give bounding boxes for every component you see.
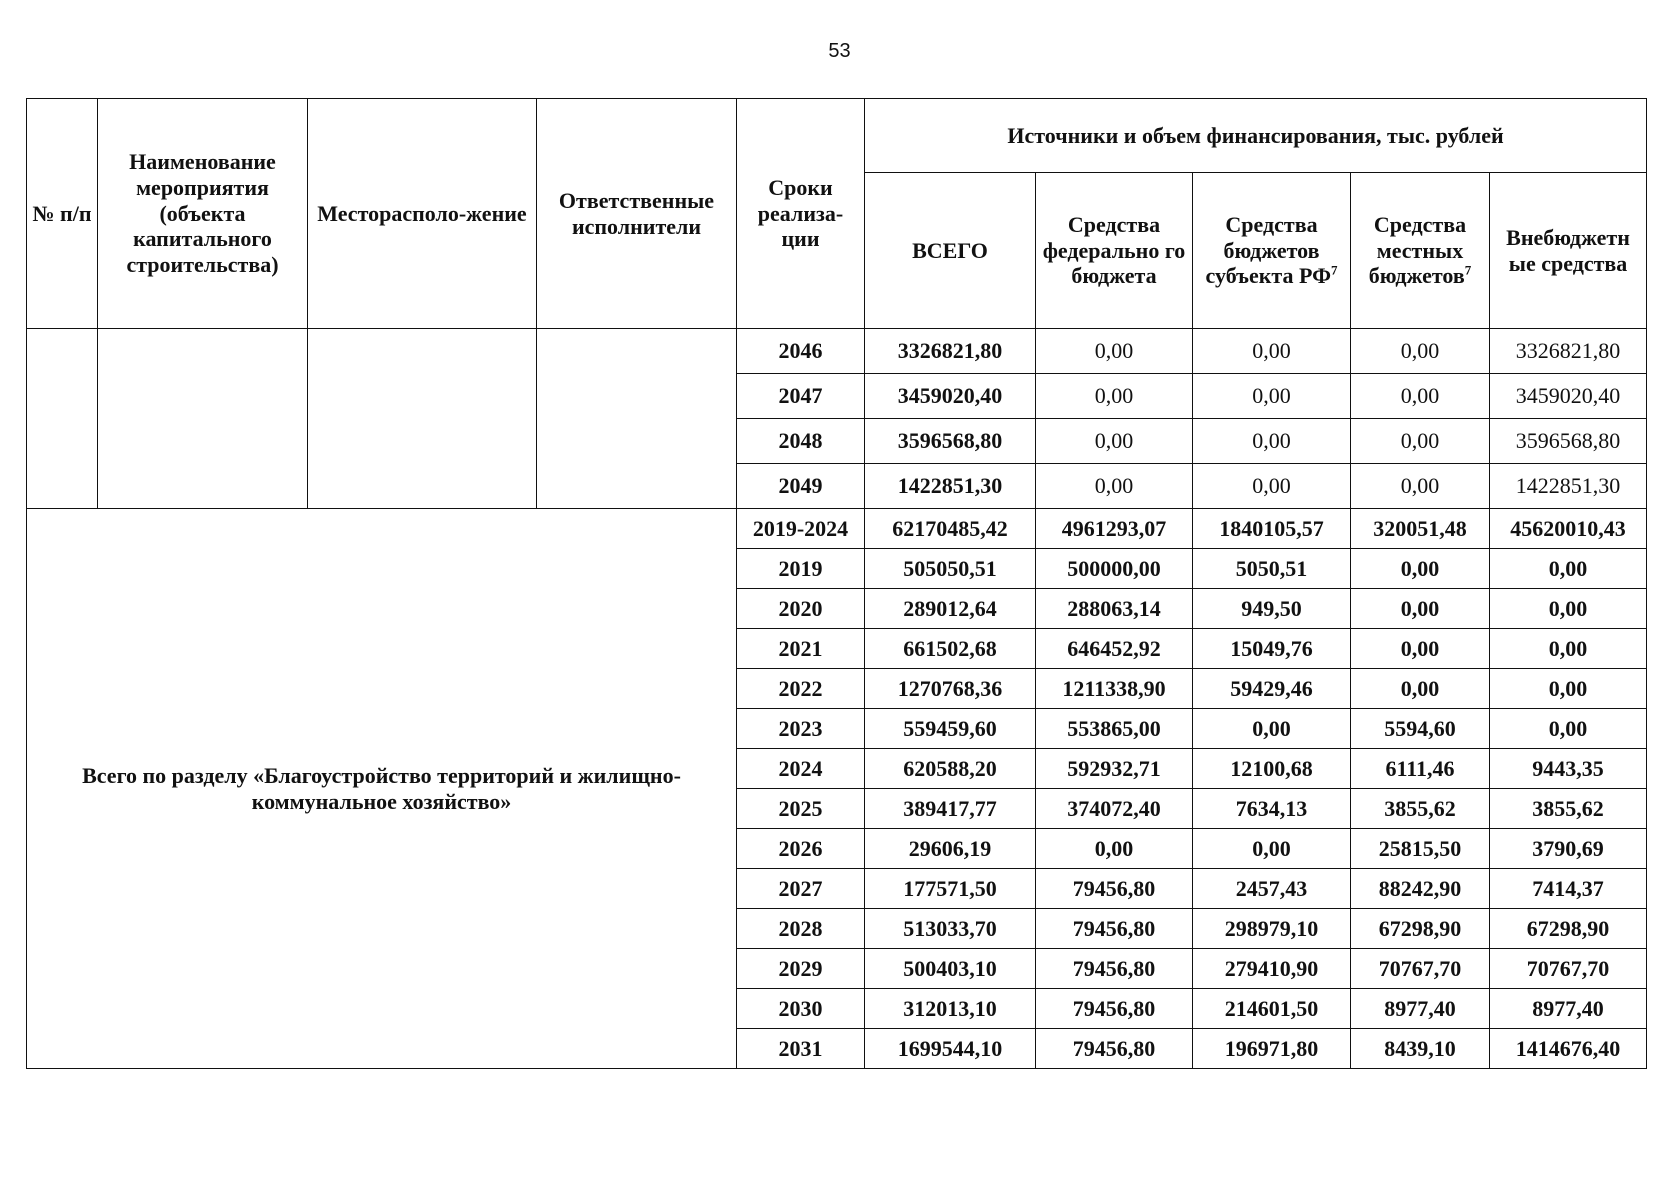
cell-local: 6111,46 [1351, 749, 1490, 789]
cell-federal: 79456,80 [1036, 869, 1193, 909]
cell-subject: 15049,76 [1193, 629, 1351, 669]
table-row [27, 329, 1647, 374]
cell-extrabudget: 1422851,30 [1490, 464, 1647, 509]
cell-total: 3596568,80 [865, 419, 1036, 464]
cell-federal: 592932,71 [1036, 749, 1193, 789]
cell-num-empty [27, 329, 98, 509]
cell-year: 2020 [737, 589, 865, 629]
header-num: № п/п [27, 99, 98, 329]
cell-total: 312013,10 [865, 989, 1036, 1029]
cell-federal: 79456,80 [1036, 909, 1193, 949]
cell-subject: 12100,68 [1193, 749, 1351, 789]
cell-local: 67298,90 [1351, 909, 1490, 949]
cell-local: 25815,50 [1351, 829, 1490, 869]
cell-total: 289012,64 [865, 589, 1036, 629]
cell-federal: 79456,80 [1036, 949, 1193, 989]
cell-total: 3459020,40 [865, 374, 1036, 419]
cell-total: 505050,51 [865, 549, 1036, 589]
cell-local: 3855,62 [1351, 789, 1490, 829]
cell-extrabudget: 1414676,40 [1490, 1029, 1647, 1069]
cell-total: 62170485,42 [865, 509, 1036, 549]
cell-year: 2049 [737, 464, 865, 509]
cell-local: 5594,60 [1351, 709, 1490, 749]
cell-year: 2031 [737, 1029, 865, 1069]
cell-subject: 0,00 [1193, 374, 1351, 419]
cell-subject: 196971,80 [1193, 1029, 1351, 1069]
cell-subject: 7634,13 [1193, 789, 1351, 829]
cell-name-empty [98, 329, 308, 509]
cell-extrabudget: 70767,70 [1490, 949, 1647, 989]
cell-local: 0,00 [1351, 464, 1490, 509]
header-extrabudget: Внебюджетн ые средства [1490, 173, 1647, 329]
cell-year: 2022 [737, 669, 865, 709]
cell-year: 2046 [737, 329, 865, 374]
financing-table [26, 98, 1647, 1069]
cell-federal: 0,00 [1036, 329, 1193, 374]
cell-federal: 0,00 [1036, 374, 1193, 419]
cell-federal: 0,00 [1036, 464, 1193, 509]
header-location: Месторасполо-жение [308, 99, 537, 329]
cell-year: 2025 [737, 789, 865, 829]
cell-subject: 5050,51 [1193, 549, 1351, 589]
cell-year: 2019 [737, 549, 865, 589]
cell-extrabudget: 7414,37 [1490, 869, 1647, 909]
table-body [27, 329, 1647, 1069]
header-local-footnote: 7 [1464, 263, 1472, 279]
cell-local: 320051,48 [1351, 509, 1490, 549]
cell-year: 2019-2024 [737, 509, 865, 549]
cell-extrabudget: 3596568,80 [1490, 419, 1647, 464]
cell-extrabudget: 0,00 [1490, 589, 1647, 629]
cell-extrabudget: 45620010,43 [1490, 509, 1647, 549]
cell-subject: 0,00 [1193, 464, 1351, 509]
header-local-text: Средства местных бюджетов [1368, 211, 1467, 289]
header-period: Сроки реализа-ции [737, 99, 865, 329]
cell-total: 513033,70 [865, 909, 1036, 949]
cell-federal: 0,00 [1036, 829, 1193, 869]
header-federal: Средства федерально го бюджета [1036, 173, 1193, 329]
cell-total: 3326821,80 [865, 329, 1036, 374]
cell-total: 500403,10 [865, 949, 1036, 989]
cell-local: 0,00 [1351, 549, 1490, 589]
cell-total: 29606,19 [865, 829, 1036, 869]
cell-responsible-empty [537, 329, 737, 509]
header-subject [1193, 173, 1351, 329]
cell-total: 177571,50 [865, 869, 1036, 909]
header-responsible: Ответственные исполнители [537, 99, 737, 329]
cell-subject: 59429,46 [1193, 669, 1351, 709]
cell-federal: 553865,00 [1036, 709, 1193, 749]
cell-total: 1422851,30 [865, 464, 1036, 509]
cell-extrabudget: 3855,62 [1490, 789, 1647, 829]
cell-subject: 0,00 [1193, 419, 1351, 464]
table-header [27, 99, 1647, 329]
cell-local: 0,00 [1351, 629, 1490, 669]
cell-year: 2029 [737, 949, 865, 989]
cell-year: 2021 [737, 629, 865, 669]
cell-year: 2047 [737, 374, 865, 419]
cell-local: 0,00 [1351, 374, 1490, 419]
cell-federal: 0,00 [1036, 419, 1193, 464]
page-number: 53 [828, 40, 851, 62]
cell-total: 559459,60 [865, 709, 1036, 749]
cell-extrabudget: 67298,90 [1490, 909, 1647, 949]
cell-subject: 0,00 [1193, 709, 1351, 749]
cell-federal: 79456,80 [1036, 1029, 1193, 1069]
cell-federal: 4961293,07 [1036, 509, 1193, 549]
header-total: ВСЕГО [865, 173, 1036, 329]
cell-federal: 79456,80 [1036, 989, 1193, 1029]
header-local [1351, 173, 1490, 329]
cell-total: 620588,20 [865, 749, 1036, 789]
cell-subject: 0,00 [1193, 329, 1351, 374]
cell-extrabudget: 8977,40 [1490, 989, 1647, 1029]
cell-extrabudget: 3326821,80 [1490, 329, 1647, 374]
cell-subject: 279410,90 [1193, 949, 1351, 989]
cell-location-empty [308, 329, 537, 509]
cell-local: 0,00 [1351, 669, 1490, 709]
cell-federal: 288063,14 [1036, 589, 1193, 629]
header-subject-text: Средства бюджетов субъекта РФ [1205, 211, 1331, 289]
cell-year: 2048 [737, 419, 865, 464]
summary-label: Всего по разделу «Благоустройство территорий и жилищно-коммунальное хозяйство» [27, 509, 737, 1069]
cell-extrabudget: 9443,35 [1490, 749, 1647, 789]
cell-total: 1699544,10 [865, 1029, 1036, 1069]
table-row [27, 509, 1647, 549]
cell-subject: 1840105,57 [1193, 509, 1351, 549]
cell-local: 8439,10 [1351, 1029, 1490, 1069]
cell-subject: 0,00 [1193, 829, 1351, 869]
cell-local: 0,00 [1351, 329, 1490, 374]
cell-extrabudget: 0,00 [1490, 669, 1647, 709]
cell-year: 2028 [737, 909, 865, 949]
cell-year: 2027 [737, 869, 865, 909]
cell-local: 0,00 [1351, 589, 1490, 629]
cell-extrabudget: 3459020,40 [1490, 374, 1647, 419]
header-name: Наименование мероприятия (объекта капитального строительства) [98, 99, 308, 329]
cell-subject: 298979,10 [1193, 909, 1351, 949]
cell-extrabudget: 0,00 [1490, 549, 1647, 589]
cell-federal: 1211338,90 [1036, 669, 1193, 709]
cell-year: 2026 [737, 829, 865, 869]
cell-federal: 374072,40 [1036, 789, 1193, 829]
cell-extrabudget: 0,00 [1490, 629, 1647, 669]
cell-federal: 646452,92 [1036, 629, 1193, 669]
cell-total: 389417,77 [865, 789, 1036, 829]
cell-extrabudget: 3790,69 [1490, 829, 1647, 869]
cell-subject: 949,50 [1193, 589, 1351, 629]
cell-local: 8977,40 [1351, 989, 1490, 1029]
header-sources-group: Источники и объем финансирования, тыс. рублей [865, 99, 1647, 173]
cell-local: 70767,70 [1351, 949, 1490, 989]
cell-subject: 214601,50 [1193, 989, 1351, 1029]
header-subject-footnote: 7 [1330, 263, 1338, 279]
cell-total: 1270768,36 [865, 669, 1036, 709]
cell-federal: 500000,00 [1036, 549, 1193, 589]
cell-local: 0,00 [1351, 419, 1490, 464]
cell-year: 2024 [737, 749, 865, 789]
cell-year: 2023 [737, 709, 865, 749]
cell-subject: 2457,43 [1193, 869, 1351, 909]
cell-extrabudget: 0,00 [1490, 709, 1647, 749]
cell-local: 88242,90 [1351, 869, 1490, 909]
cell-total: 661502,68 [865, 629, 1036, 669]
cell-year: 2030 [737, 989, 865, 1029]
